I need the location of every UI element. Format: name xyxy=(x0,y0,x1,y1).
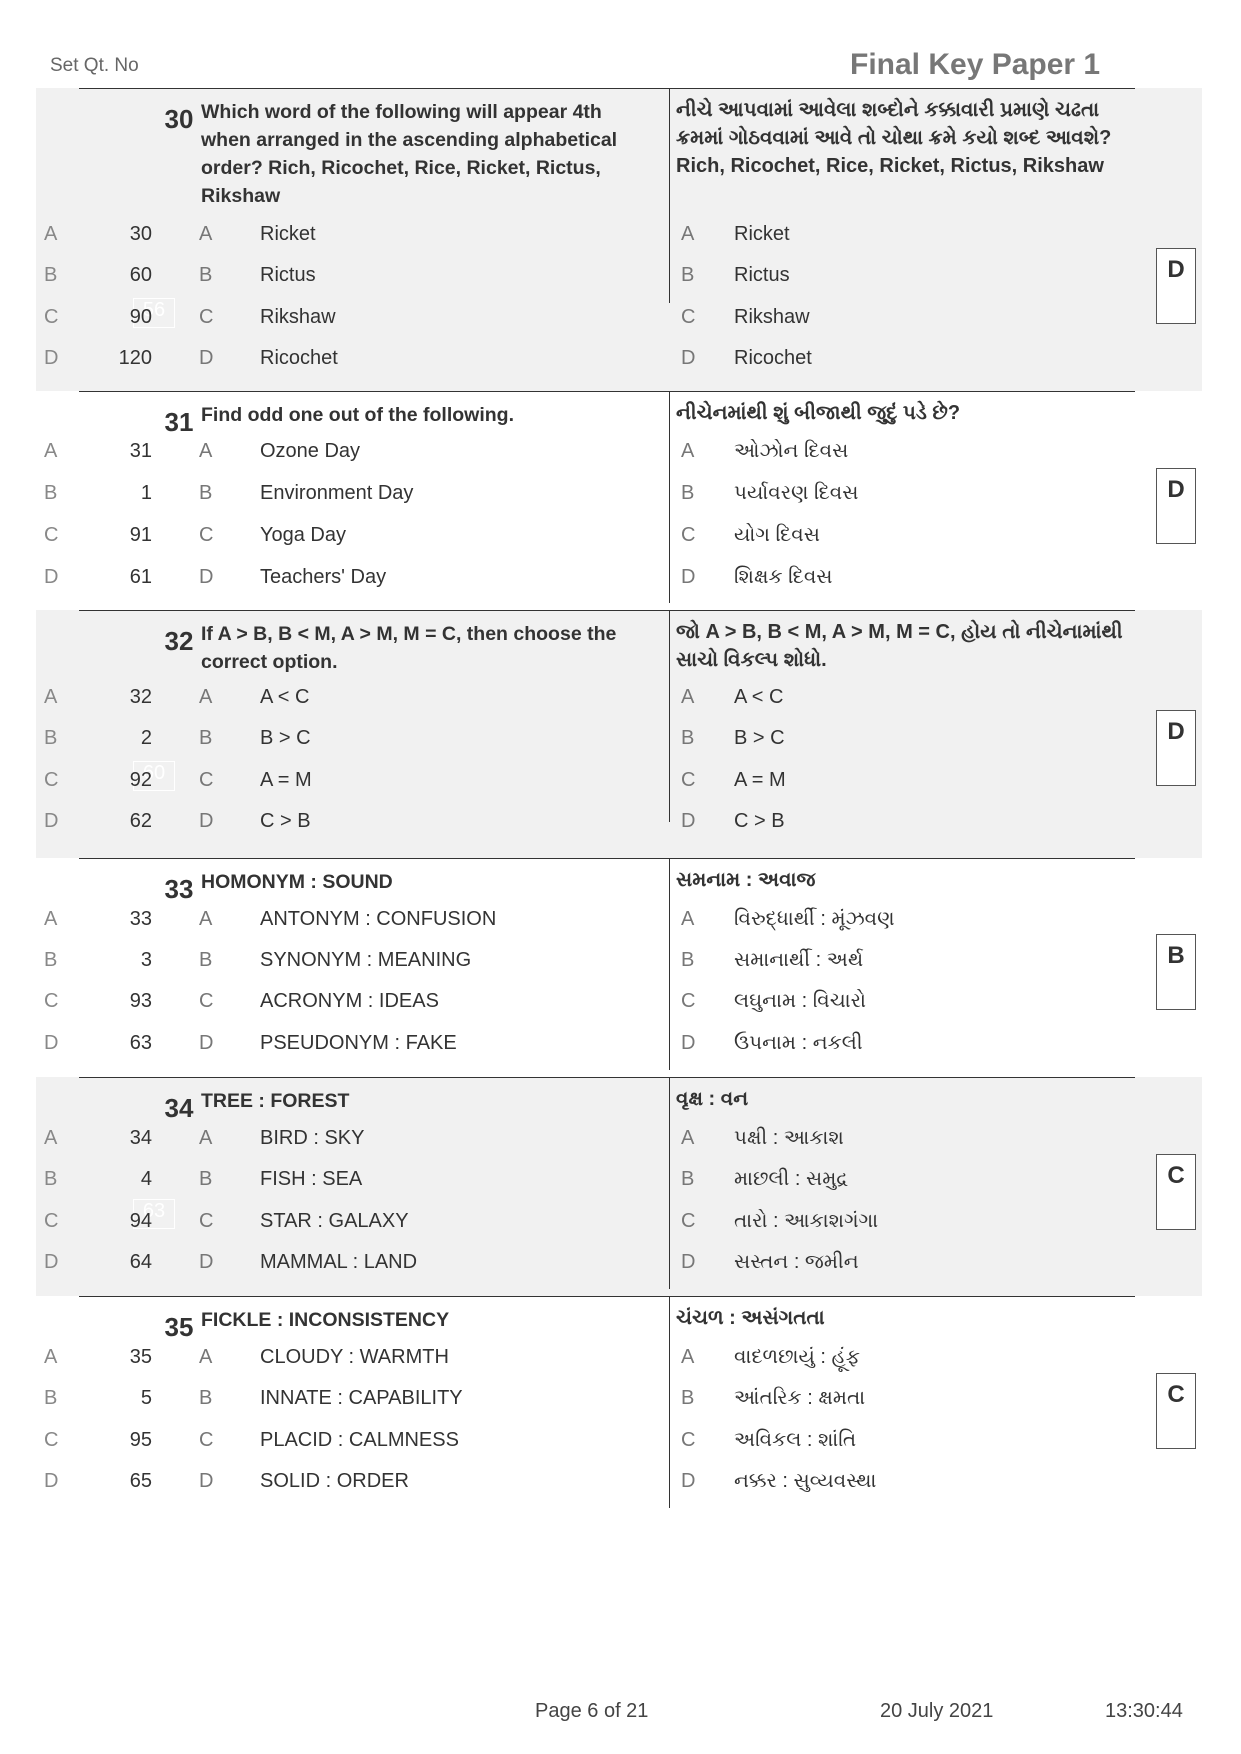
set-letter: C xyxy=(44,1429,59,1451)
option-text-en: Environment Day xyxy=(260,482,414,504)
question-number: 32 xyxy=(164,626,194,656)
option-letter-gu: D xyxy=(681,1032,696,1054)
column-divider xyxy=(669,88,670,303)
option-letter: D xyxy=(199,810,214,832)
option-text-en: Rictus xyxy=(260,264,316,286)
set-letter: A xyxy=(44,223,58,245)
option-text-gu: સસ્તન : જમીન xyxy=(734,1251,859,1273)
option-letter-gu: D xyxy=(681,810,696,832)
set-number: 62 xyxy=(129,810,152,832)
option-text-gu: યોગ દિવસ xyxy=(734,524,820,546)
set-letter: B xyxy=(44,264,58,286)
option-letter-gu: C xyxy=(681,990,696,1012)
set-letter: A xyxy=(44,1346,58,1368)
option-text-gu: પક્ષી : આકાશ xyxy=(734,1127,844,1149)
set-letter: C xyxy=(44,1210,59,1232)
answer-box: D xyxy=(1156,468,1196,544)
ghost-mark: 60 xyxy=(133,761,175,791)
divider xyxy=(79,1077,1135,1078)
set-letter: D xyxy=(44,810,59,832)
set-number: 64 xyxy=(129,1251,152,1273)
set-letter: C xyxy=(44,306,59,328)
option-letter-gu: D xyxy=(681,566,696,588)
option-letter: D xyxy=(199,1470,214,1492)
question-text-gu: જો A > B, B < M, A > M, M = C, હોય તો નીચેનામાંથી સાચો વિકલ્પ શોધો. xyxy=(676,621,1123,671)
option-letter-gu: A xyxy=(681,440,695,462)
set-number: 4 xyxy=(140,1168,152,1190)
divider xyxy=(79,1296,1135,1297)
question-block xyxy=(36,391,1202,610)
option-letter-gu: B xyxy=(681,1168,695,1190)
footer-date: 20 July 2021 xyxy=(880,1700,994,1722)
option-letter: C xyxy=(199,769,214,791)
column-divider xyxy=(669,1077,670,1289)
set-number: 31 xyxy=(129,440,152,462)
option-text-en: SOLID : ORDER xyxy=(260,1470,409,1492)
option-text-en: A = M xyxy=(260,769,312,791)
set-letter: A xyxy=(44,908,58,930)
option-letter-gu: B xyxy=(681,264,695,286)
set-number: 60 xyxy=(129,264,152,286)
question-block xyxy=(36,858,1202,1077)
set-letter: B xyxy=(44,949,58,971)
option-text-gu: શિક્ષક દિવસ xyxy=(734,566,833,588)
question-block xyxy=(36,88,1202,391)
set-number: 63 xyxy=(129,1032,152,1054)
question-number: 30 xyxy=(164,104,194,134)
option-text-en: MAMMAL : LAND xyxy=(260,1251,418,1273)
option-text-gu: Ricochet xyxy=(734,347,812,369)
option-text-gu: અવિકલ : શાંતિ xyxy=(734,1429,857,1451)
option-text-gu: વિરુદ્ધાર્થી : મૂંઝવણ xyxy=(734,908,895,930)
option-text-en: Ricochet xyxy=(260,347,338,369)
option-letter: B xyxy=(199,727,213,749)
option-letter-gu: D xyxy=(681,1470,696,1492)
option-text-gu: સમાનાર્થી : અર્થ xyxy=(734,949,864,971)
set-letter: B xyxy=(44,1387,58,1409)
question-block xyxy=(36,1077,1202,1296)
option-text-gu: Rictus xyxy=(734,264,790,286)
set-letter: D xyxy=(44,566,59,588)
set-letter: A xyxy=(44,686,58,708)
set-number: 32 xyxy=(129,686,152,708)
option-letter: D xyxy=(199,347,214,369)
column-divider xyxy=(669,391,670,603)
option-letter: A xyxy=(199,686,213,708)
answer-box: C xyxy=(1156,1373,1196,1449)
option-text-en: ANTONYM : CONFUSION xyxy=(260,908,497,930)
option-letter-gu: B xyxy=(681,1387,695,1409)
question-text-gu: નીચે આપવામાં આવેલા શબ્દોને કક્કાવારી પ્રમાણે ચઢતા ક્રમમાં ગોઠવવામાં આવે તો ચોથા ક્રમે કયો શબ્દ આવશે? Rich, Ricochet, Rice, Ricket, Rictus, Rikshaw xyxy=(676,99,1112,177)
option-letter-gu: C xyxy=(681,1429,696,1451)
set-number: 65 xyxy=(129,1470,152,1492)
option-letter-gu: B xyxy=(681,727,695,749)
option-text-en: C > B xyxy=(260,810,311,832)
column-divider xyxy=(669,610,670,822)
option-text-gu: B > C xyxy=(734,727,785,749)
set-number: 5 xyxy=(140,1387,152,1409)
option-letter-gu: A xyxy=(681,1127,695,1149)
option-text-gu: ઉપનામ : નકલી xyxy=(734,1032,863,1054)
option-text-en: PLACID : CALMNESS xyxy=(260,1429,459,1451)
option-letter: D xyxy=(199,1032,214,1054)
option-text-gu: A = M xyxy=(734,769,786,791)
option-text-gu: પર્યાવરણ દિવસ xyxy=(734,482,859,504)
option-text-en: B > C xyxy=(260,727,311,749)
question-number: 34 xyxy=(164,1093,194,1123)
divider xyxy=(79,391,1135,392)
set-letter: B xyxy=(44,727,58,749)
set-letter: D xyxy=(44,1251,59,1273)
question-text-en: FICKLE : INCONSISTENCY xyxy=(201,1309,450,1331)
option-text-en: Rikshaw xyxy=(260,306,336,328)
option-letter: A xyxy=(199,908,213,930)
set-number: 120 xyxy=(118,347,152,369)
option-text-gu: A < C xyxy=(734,686,784,708)
set-letter: C xyxy=(44,524,59,546)
option-letter-gu: C xyxy=(681,769,696,791)
option-letter: A xyxy=(199,1346,213,1368)
set-number: 3 xyxy=(140,949,152,971)
footer-time: 13:30:44 xyxy=(1105,1700,1183,1722)
option-text-en: A < C xyxy=(260,686,310,708)
answer-box: D xyxy=(1156,248,1196,324)
option-letter-gu: A xyxy=(681,223,695,245)
set-number: 61 xyxy=(129,566,152,588)
question-text-en: HOMONYM : SOUND xyxy=(201,871,393,893)
option-letter: C xyxy=(199,524,214,546)
option-text-gu: આંતરિક : ક્ષમતા xyxy=(734,1387,866,1409)
option-text-en: FISH : SEA xyxy=(260,1168,363,1190)
question-text-gu: નીચેનમાંથી શું બીજાથી જુદું પડે છે? xyxy=(676,402,961,424)
option-letter: B xyxy=(199,1168,213,1190)
column-divider xyxy=(669,858,670,1070)
option-text-gu: તારો : આકાશગંગા xyxy=(734,1210,879,1232)
divider xyxy=(79,858,1135,859)
option-letter: C xyxy=(199,1429,214,1451)
option-letter: A xyxy=(199,440,213,462)
option-text-en: Yoga Day xyxy=(260,524,346,546)
set-number: 92 xyxy=(129,769,152,791)
set-number: 95 xyxy=(129,1429,152,1451)
option-letter-gu: D xyxy=(681,1251,696,1273)
option-letter: C xyxy=(199,306,214,328)
option-letter-gu: B xyxy=(681,949,695,971)
question-block xyxy=(36,1296,1202,1515)
set-number: 93 xyxy=(129,990,152,1012)
question-text-en: Find odd one out of the following. xyxy=(201,404,515,426)
option-text-gu: નક્કર : સુવ્યવસ્થા xyxy=(734,1470,877,1492)
option-text-en: SYNONYM : MEANING xyxy=(260,949,472,971)
column-divider xyxy=(669,1296,670,1508)
question-text-gu: વૃક્ષ : વન xyxy=(676,1088,749,1110)
ghost-mark: 56 xyxy=(133,298,175,328)
set-number: 90 xyxy=(129,306,152,328)
option-text-en: Ozone Day xyxy=(260,440,361,462)
ghost-mark: 63 xyxy=(133,1199,175,1229)
set-number: 33 xyxy=(129,908,152,930)
page-title: Final Key Paper 1 xyxy=(850,48,1101,81)
question-block xyxy=(36,610,1202,858)
question-text-gu: ચંચળ : અસંગતતા xyxy=(676,1307,825,1329)
option-letter: B xyxy=(199,482,213,504)
set-letter: C xyxy=(44,769,59,791)
option-text-gu: Ricket xyxy=(734,223,790,245)
option-letter-gu: C xyxy=(681,306,696,328)
divider xyxy=(79,610,1135,611)
set-number: 2 xyxy=(140,727,152,749)
option-letter-gu: A xyxy=(681,1346,695,1368)
question-text-en: TREE : FOREST xyxy=(201,1090,350,1112)
option-letter: B xyxy=(199,264,213,286)
option-letter: B xyxy=(199,1387,213,1409)
question-number: 31 xyxy=(164,407,194,437)
option-letter-gu: A xyxy=(681,908,695,930)
question-text-en: Which word of the following will appear 4th when arranged in the ascending alphabetical order? Rich, Ricochet, Rice, Ricket, Rictus, Rikshaw xyxy=(201,101,618,207)
set-letter: D xyxy=(44,1032,59,1054)
option-letter: D xyxy=(199,1251,214,1273)
set-letter: A xyxy=(44,440,58,462)
set-number: 94 xyxy=(129,1210,152,1232)
option-text-gu: લઘુનામ : વિચારો xyxy=(734,990,866,1012)
option-text-en: ACRONYM : IDEAS xyxy=(260,990,439,1012)
option-letter: A xyxy=(199,223,213,245)
option-text-en: CLOUDY : WARMTH xyxy=(260,1346,449,1368)
option-text-en: PSEUDONYM : FAKE xyxy=(260,1032,457,1054)
set-letter: D xyxy=(44,347,59,369)
set-letter: C xyxy=(44,990,59,1012)
option-letter-gu: D xyxy=(681,347,696,369)
option-text-en: BIRD : SKY xyxy=(260,1127,365,1149)
option-text-en: INNATE : CAPABILITY xyxy=(260,1387,463,1409)
option-text-en: Teachers' Day xyxy=(260,566,387,588)
option-letter: B xyxy=(199,949,213,971)
question-text-en: If A > B, B < M, A > M, M = C, then choose the correct option. xyxy=(201,623,617,673)
option-letter: C xyxy=(199,990,214,1012)
option-text-gu: C > B xyxy=(734,810,785,832)
set-letter: B xyxy=(44,1168,58,1190)
option-letter-gu: C xyxy=(681,1210,696,1232)
option-letter: D xyxy=(199,566,214,588)
set-letter: B xyxy=(44,482,58,504)
page-number: Page 6 of 21 xyxy=(535,1700,649,1722)
set-number: 35 xyxy=(129,1346,152,1368)
option-text-en: Ricket xyxy=(260,223,316,245)
divider xyxy=(79,88,1135,89)
question-text-gu: સમનામ : અવાજ xyxy=(676,869,816,891)
header-set-qtno: Set Qt. No xyxy=(50,55,139,76)
set-number: 30 xyxy=(129,223,152,245)
question-number: 35 xyxy=(164,1312,194,1342)
option-letter: C xyxy=(199,1210,214,1232)
set-number: 1 xyxy=(140,482,152,504)
set-letter: A xyxy=(44,1127,58,1149)
option-letter-gu: C xyxy=(681,524,696,546)
option-text-gu: ઓઝોન દિવસ xyxy=(734,440,849,462)
set-number: 34 xyxy=(129,1127,152,1149)
option-text-en: STAR : GALAXY xyxy=(260,1210,409,1232)
answer-box: B xyxy=(1156,934,1196,1010)
option-text-gu: વાદળછાયું : હૂંફ xyxy=(734,1346,861,1368)
set-number: 91 xyxy=(129,524,152,546)
option-letter-gu: B xyxy=(681,482,695,504)
answer-box: D xyxy=(1156,710,1196,786)
set-letter: D xyxy=(44,1470,59,1492)
option-text-gu: Rikshaw xyxy=(734,306,810,328)
question-number: 33 xyxy=(164,874,194,904)
option-letter-gu: A xyxy=(681,686,695,708)
option-letter: A xyxy=(199,1127,213,1149)
option-text-gu: માછલી : સમુદ્ર xyxy=(734,1168,849,1190)
answer-box: C xyxy=(1156,1154,1196,1230)
